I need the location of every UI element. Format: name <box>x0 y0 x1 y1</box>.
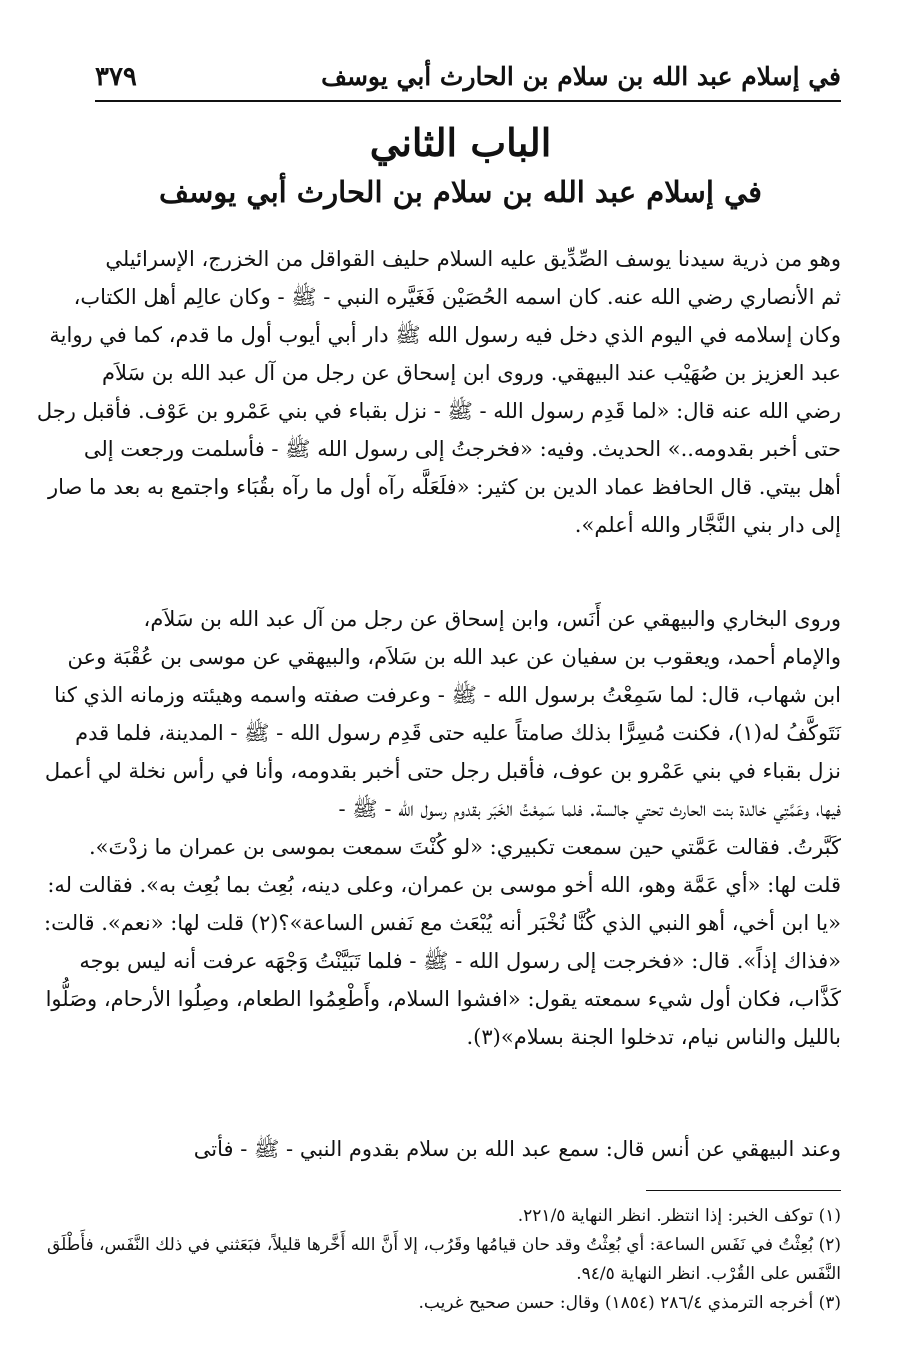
chapter-title: الباب الثاني <box>369 120 552 165</box>
text-line: ابن شهاب، قال: لما سَمِعْتُ برسول الله - ﷺ - وعرفت صفته واسمه وهيئته وزمانه الذي كنا <box>54 683 841 707</box>
text-line: إلى دار بني النَّجَّار والله أعلم». <box>574 513 841 537</box>
text-line: فيها، وعَمَّتِي خالدة بنت الحارث تحتي جالسة. فلما سَمِعْتُ الخَبَر بقدوم رسول الله - ﷺ - <box>338 797 841 821</box>
paragraph-2 <box>44 600 841 1056</box>
chapter-subtitle: في إسلام عبد الله بن سلام بن الحارث أبي يوسف <box>158 175 763 209</box>
text-line: وروى البخاري والبيهقي عن أَنَس، وابن إسحاق عن رجل من آل عبد الله بن سَلاَم، <box>143 607 841 631</box>
text-line: كَذَّاب، فكان أول شيء سمعته يقول: «افشوا السلام، وأَطْعِمُوا الطعام، وصِلُوا الأرحام، وصَلُّوا <box>45 987 841 1011</box>
page-number: ٣٧٩ <box>95 62 137 92</box>
text-line: وكان إسلامه في اليوم الذي دخل فيه رسول الله ﷺ دار أبي أيوب أول ما قدم، كما في رواية <box>49 323 841 347</box>
text-line: حتى أخبر بقدومه..» الحديث. وفيه: «فخرجتُ إلى رسول الله ﷺ - فأسلمت ورجعت إلى <box>83 437 841 461</box>
footnote: (٣) أخرجه الترمذي ٢٨٦/٤ (١٨٥٤) وقال: حسن صحيح غريب. <box>418 1293 841 1313</box>
paragraph-1 <box>36 240 841 544</box>
text-line: رضي الله عنه قال: «لما قَدِم رسول الله - ﷺ - نزل بقباء في بني عَمْرو بن عَوْف. فأقبل رجل <box>36 399 841 423</box>
text-line: ثم الأنصاري رضي الله عنه. كان اسمه الحُصَيْن فَغَيَّره النبي - ﷺ - وكان عالِم أهل الكتاب، <box>73 285 841 309</box>
page-header <box>95 60 841 102</box>
text-line: بالليل والناس نيام، تدخلوا الجنة بسلام»(٣). <box>466 1025 841 1049</box>
paragraph-3 <box>100 1130 841 1168</box>
running-title: في إسلام عبد الله بن سلام بن الحارث أبي يوسف <box>321 62 841 91</box>
text-line: قلت لها: «أي عَمَّة وهو، الله أخو موسى بن عمران، وعلى دينه، بُعِث بما بُعِث به». فقالت له: <box>47 873 841 897</box>
text-line: والإمام أحمد، ويعقوب بن سفيان عن عبد الله بن سَلاَم، والبيهقي عن موسى بن عُقْبَة وعن <box>67 645 841 669</box>
footnote: (٢) بُعِثْتُ في نَفَس الساعة: أي بُعِثْتُ وقد حان قيامُها وقَرُب، إلا أَنَّ الله أَخَّرها قليلاً، فبَعَثني في ذلك النَّفَس، فأَطْلَق <box>47 1235 841 1255</box>
text-line: وعند البيهقي عن أنس قال: سمع عبد الله بن سلام بقدوم النبي - ﷺ - فأتى <box>193 1137 841 1161</box>
footnote-divider <box>646 1190 841 1191</box>
text-line: نزل بقباء في بني عَمْرو بن عوف، فأقبل رجل حتى أخبر بقدومه، وأنا في رأس نخلة لي أعمل <box>44 759 841 783</box>
text-line: كَبَّرتُ. فقالت عَمَّتي حين سمعت تكبيري: «لو كُنْتَ سمعت بموسى بن عمران ما زدْتَ». <box>89 835 841 859</box>
text-line: نَتَوكَّفُ له(١)، فكنت مُسِرًّا بذلك صامتاً عليه حتى قَدِم رسول الله - ﷺ - المدينة، فلما قدم <box>75 721 841 745</box>
text-line: «يا ابن أخي، أهو النبي الذي كُنَّا نُخْبَر أنه يُبْعَث مع نَفس الساعة»؟(٢) قلت لها: «نعم». قالت: <box>44 911 841 935</box>
footnote: (١) توكف الخبر: إذا انتظر. انظر النهاية ٢٢١/٥. <box>517 1206 841 1226</box>
footnotes <box>47 1202 841 1318</box>
text-line: عبد العزيز بن صُهَيْب عند البيهقي. وروى ابن إسحاق عن رجل من آل عبد الله بن سَلاَم <box>101 361 841 385</box>
footnote: النَّفَس على القُرْب. انظر النهاية ٩٤/٥. <box>576 1264 841 1284</box>
text-line: «فذاك إذاً». قال: «فخرجت إلى رسول الله - ﷺ - فلما تَبَيَّنْتُ وَجْهَه عرفت أنه ليس بوجه <box>79 949 841 973</box>
text-line: وهو من ذرية سيدنا يوسف الصِّدِّيق عليه السلام حليف القواقل من الخزرج، الإسرائيلي <box>105 247 841 271</box>
text-line: أهل بيتي. قال الحافظ عماد الدين بن كثير: «فلَعَلَّه رآه أول ما رآه بقُبَاء واجتمع به بعد ما صار <box>47 475 841 499</box>
